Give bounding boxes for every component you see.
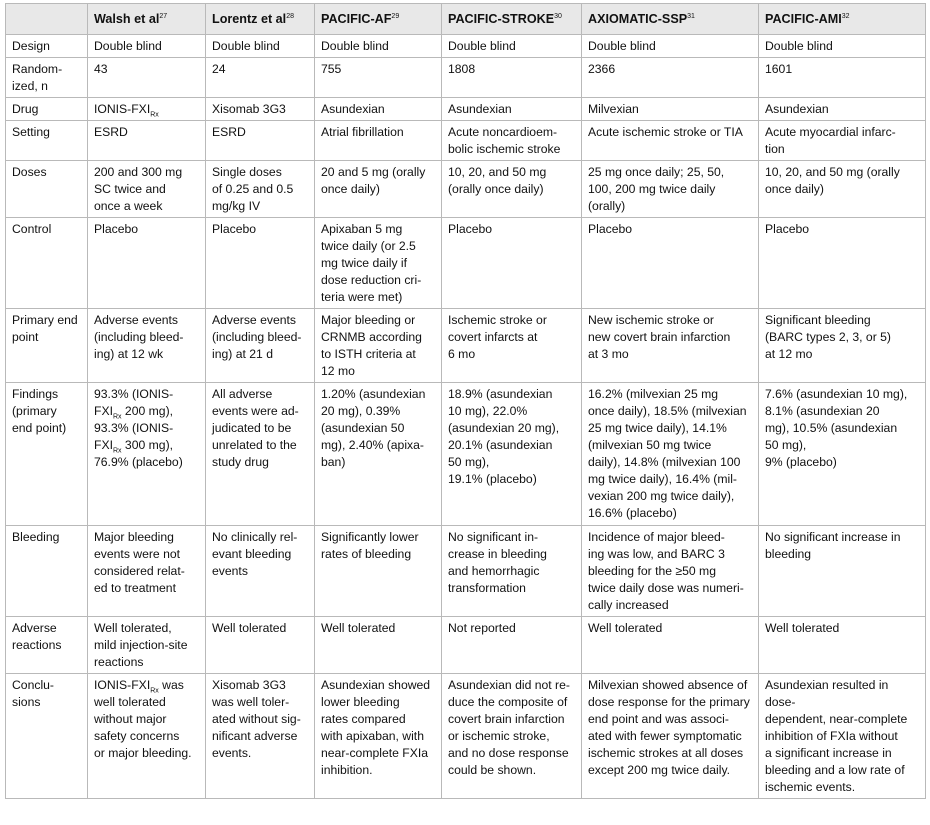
table-cell: Atrial fibrillation: [315, 121, 442, 161]
table-row: [6, 161, 926, 218]
table-cell: Significant bleeding (BARC types 2, 3, or 5) at 12 mo: [759, 309, 926, 383]
table-cell: 1808: [442, 58, 582, 98]
row-label: Drug: [6, 98, 88, 121]
row-label: Control: [6, 218, 88, 309]
header-ref: 28: [286, 12, 294, 20]
table-cell: Acute ischemic stroke or TIA: [582, 121, 759, 161]
header-pacific-ami: [759, 4, 926, 35]
table-cell: Well tolerated, mild injection-site reactions: [88, 617, 206, 674]
table-cell: No significant in- crease in bleeding and hemorrhagic transformation: [442, 526, 582, 617]
table-row: [6, 35, 926, 58]
table-cell: Milvexian: [582, 98, 759, 121]
table-cell: 43: [88, 58, 206, 98]
table-cell: Acute myocardial infarc- tion: [759, 121, 926, 161]
table-cell: 1601: [759, 58, 926, 98]
table-cell: Major bleeding or CRNMB according to ISTH criteria at 12 mo: [315, 309, 442, 383]
header-ref: 29: [391, 12, 400, 20]
table-cell: ESRD: [206, 121, 315, 161]
table-body: [6, 35, 926, 799]
table-cell: All adverse events were ad- judicated to be unrelated to the study drug: [206, 383, 315, 526]
table-cell: Placebo: [206, 218, 315, 309]
table-cell: Placebo: [759, 218, 926, 309]
table-cell: Well tolerated: [206, 617, 315, 674]
table-cell: Placebo: [442, 218, 582, 309]
header-walsh: [88, 4, 206, 35]
table-cell: Double blind: [315, 35, 442, 58]
table-cell: 16.2% (milvexian 25 mg once daily), 18.5% (milvexian 25 mg twice daily), 14.1% (milvexian 50 mg twice daily), 14.8% (milvexian 100 mg twice daily), 16.4% (mil- vexian 200 mg twice daily), 16.6% (placebo): [582, 383, 759, 526]
table-cell: Double blind: [582, 35, 759, 58]
table-cell: 25 mg once daily; 25, 50, 100, 200 mg twice daily (orally): [582, 161, 759, 218]
table-cell: ESRD: [88, 121, 206, 161]
table-cell: Incidence of major bleed- ing was low, and BARC 3 bleeding for the ≥50 mg twice daily dose was numeri- cally increased: [582, 526, 759, 617]
table-cell: 18.9% (asundexian 10 mg), 22.0% (asundexian 20 mg), 20.1% (asundexian 50 mg), 19.1% (placebo): [442, 383, 582, 526]
table-cell: IONIS-$FXI_{Rx}$: [88, 98, 206, 121]
table-cell: Well tolerated: [582, 617, 759, 674]
header-label: AXIOMATIC-SSP: [588, 12, 688, 26]
header-label: Lorentz et al: [212, 12, 287, 26]
table-cell: 20 and 5 mg (orally once daily): [315, 161, 442, 218]
table-cell: Double blind: [206, 35, 315, 58]
table-row: [6, 98, 926, 121]
header-row: [6, 4, 926, 35]
row-label: Random- ized, n: [6, 58, 88, 98]
header-label: PACIFIC-AMI: [765, 12, 842, 26]
header-pacific-af: [315, 4, 442, 35]
row-label: Primary end point: [6, 309, 88, 383]
row-label: Doses: [6, 161, 88, 218]
table-row: [6, 617, 926, 674]
row-label: Conclu- sions: [6, 674, 88, 799]
table-row: [6, 218, 926, 309]
header-ref: 27: [159, 12, 168, 20]
table-cell: Xisomab 3G3 was well toler- ated without sig- nificant adverse events.: [206, 674, 315, 799]
table-row: [6, 383, 926, 526]
table-cell: Asundexian: [315, 98, 442, 121]
table-cell: 10, 20, and 50 mg (orally once daily): [442, 161, 582, 218]
table-cell: Double blind: [442, 35, 582, 58]
table-cell: Double blind: [759, 35, 926, 58]
table-cell: Milvexian showed absence of dose response for the primary end point and was associ- ated with fewer symptomatic ischemic strokes at all doses except 200 mg twice daily.: [582, 674, 759, 799]
table-cell: 1.20% (asundexian 20 mg), 0.39% (asundexian 50 mg), 2.40% (apixa- ban): [315, 383, 442, 526]
table-cell: Acute noncardioem- bolic ischemic stroke: [442, 121, 582, 161]
table-row: [6, 309, 926, 383]
table-cell: 755: [315, 58, 442, 98]
table-cell: 24: [206, 58, 315, 98]
row-label: Design: [6, 35, 88, 58]
table-cell: Asundexian: [442, 98, 582, 121]
row-label: Findings (primary end point): [6, 383, 88, 526]
table-cell: 7.6% (asundexian 10 mg), 8.1% (asundexian 20 mg), 10.5% (asundexian 50 mg), 9% (placebo): [759, 383, 926, 526]
row-label: Adverse reactions: [6, 617, 88, 674]
table-cell: Well tolerated: [759, 617, 926, 674]
table-cell: Apixaban 5 mg twice daily (or 2.5 mg twice daily if dose reduction cri- teria were met): [315, 218, 442, 309]
header-ref: 30: [554, 12, 562, 20]
table-cell: Well tolerated: [315, 617, 442, 674]
header-lorentz: [206, 4, 315, 35]
table-row: [6, 526, 926, 617]
table-cell: Significantly lower rates of bleeding: [315, 526, 442, 617]
header-pacific-stroke: [442, 4, 582, 35]
table-cell: Xisomab 3G3: [206, 98, 315, 121]
table-cell: Asundexian showed lower bleeding rates compared with apixaban, with near-complete FXIa inhibition.: [315, 674, 442, 799]
table-cell: Single doses of 0.25 and 0.5 mg/kg IV: [206, 161, 315, 218]
table-cell: 93.3% (IONIS- $FXI_{Rx}$ 200 mg), 93.3% (IONIS- $FXI_{Rx}$ 300 mg), 76.9% (placebo): [88, 383, 206, 526]
trials-table: [5, 3, 926, 799]
table-cell: No significant increase in bleeding: [759, 526, 926, 617]
table-row: [6, 58, 926, 98]
header-label: Walsh et al: [94, 12, 160, 26]
header-empty: [6, 4, 88, 35]
table-cell: IONIS-$FXI_{Rx}$ was well tolerated without major safety concerns or major bleeding.: [88, 674, 206, 799]
table-cell: Adverse events (including bleed- ing) at 12 wk: [88, 309, 206, 383]
table-cell: Major bleeding events were not considered relat- ed to treatment: [88, 526, 206, 617]
table-row: [6, 674, 926, 799]
row-label: Setting: [6, 121, 88, 161]
table-cell: Asundexian: [759, 98, 926, 121]
row-label: Bleeding: [6, 526, 88, 617]
table-cell: New ischemic stroke or new covert brain infarction at 3 mo: [582, 309, 759, 383]
header-ref: 32: [841, 12, 850, 20]
header-axiomatic-ssp: [582, 4, 759, 35]
table-cell: Not reported: [442, 617, 582, 674]
table-cell: 2366: [582, 58, 759, 98]
table-cell: Asundexian did not re- duce the composite of covert brain infarction or ischemic stroke, and no dose response could be shown.: [442, 674, 582, 799]
header-label: PACIFIC-AF: [321, 12, 392, 26]
table-row: [6, 121, 926, 161]
table-cell: 200 and 300 mg SC twice and once a week: [88, 161, 206, 218]
table-cell: Double blind: [88, 35, 206, 58]
table-cell: Asundexian resulted in dose- dependent, near-complete inhibition of FXIa without a significant increase in bleeding and a low rate of ischemic events.: [759, 674, 926, 799]
table-cell: Adverse events (including bleed- ing) at 21 d: [206, 309, 315, 383]
table-cell: 10, 20, and 50 mg (orally once daily): [759, 161, 926, 218]
table-cell: Ischemic stroke or covert infarcts at 6 mo: [442, 309, 582, 383]
header-ref: 31: [687, 12, 695, 20]
table-cell: Placebo: [582, 218, 759, 309]
table-cell: Placebo: [88, 218, 206, 309]
table-cell: No clinically rel- evant bleeding events: [206, 526, 315, 617]
header-label: PACIFIC-STROKE: [448, 12, 555, 26]
